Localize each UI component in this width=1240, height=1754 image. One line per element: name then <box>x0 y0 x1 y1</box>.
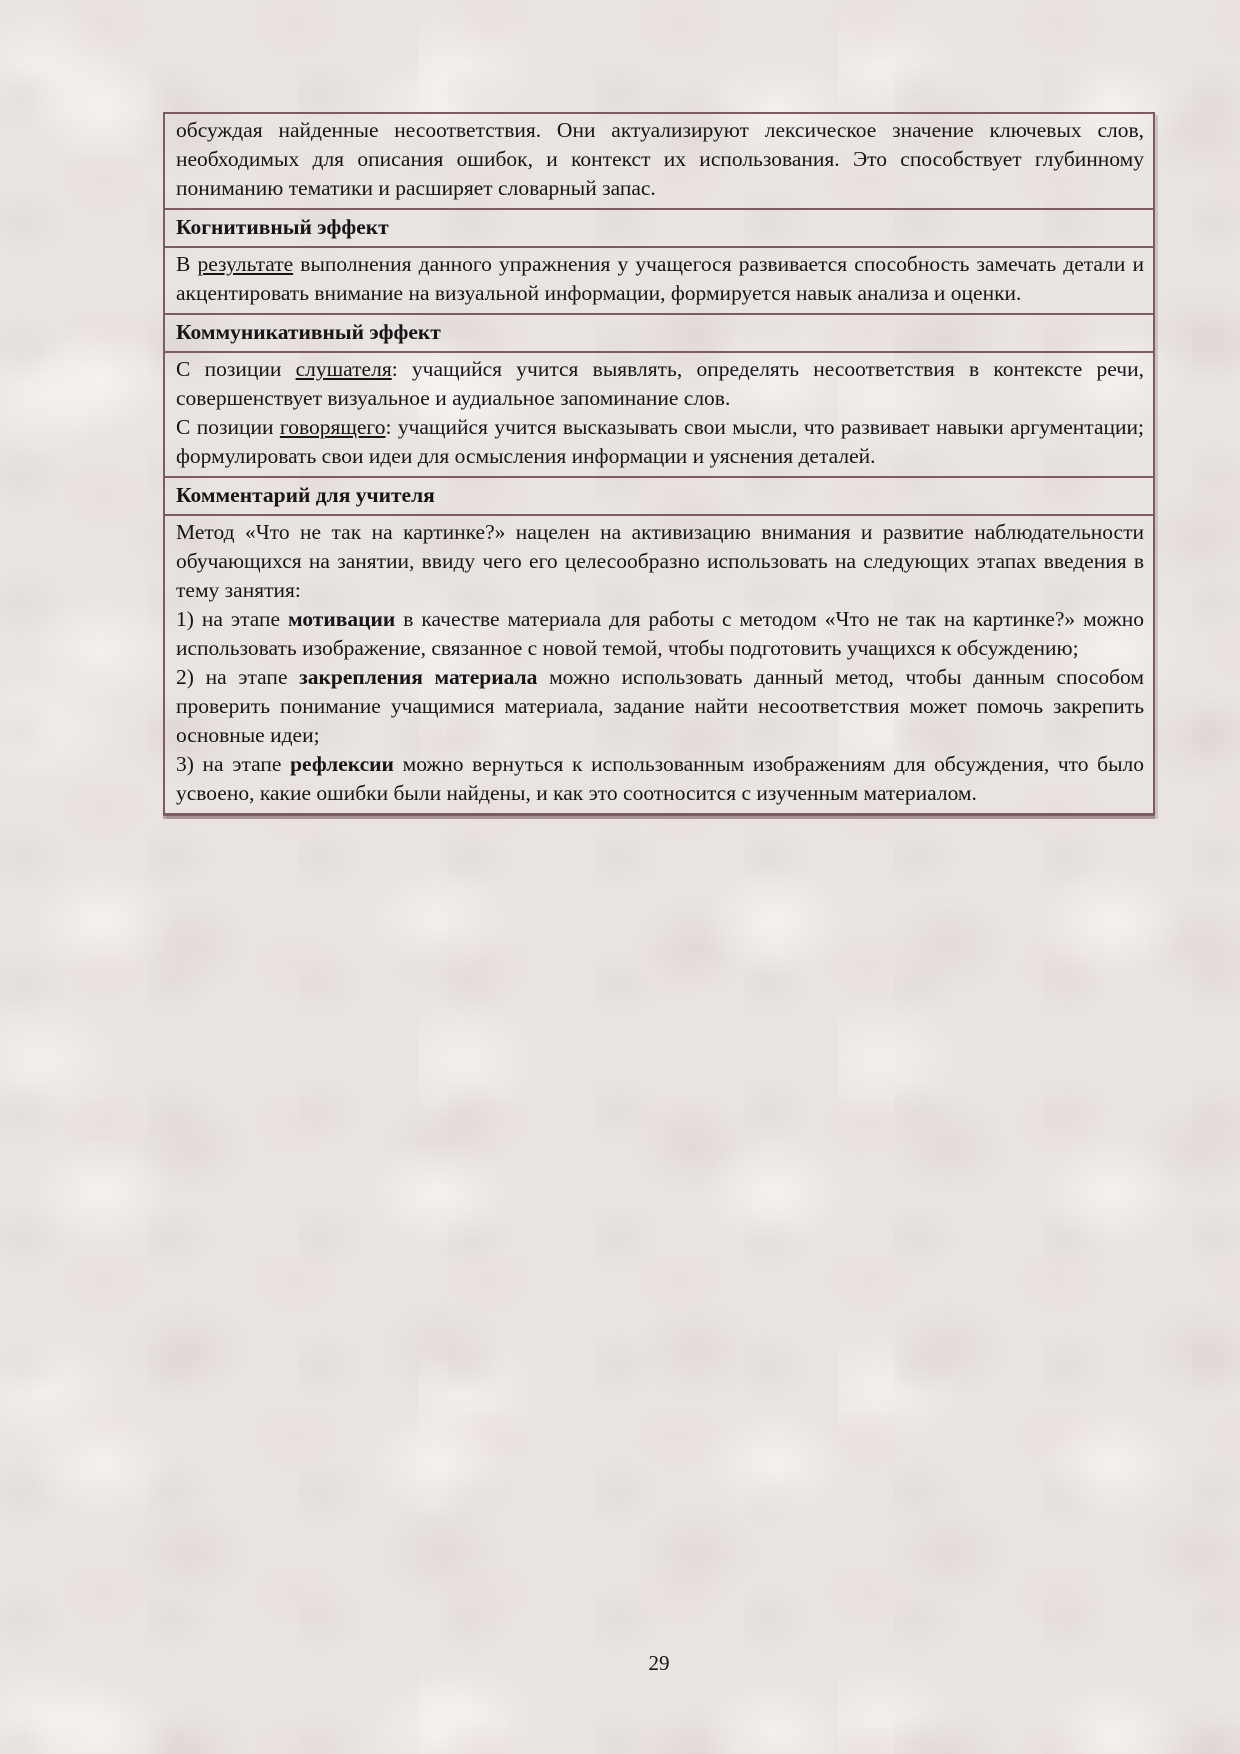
row-cognitive-effect-text: В результате выполнения данного упражнения у учащегося развивается способность замечать детали и акцентировать внимание на визуальной информации, формируется навык анализа и оценки. <box>165 246 1153 313</box>
method-description-table <box>163 112 1155 816</box>
row-teacher-comment-text: Метод «Что не так на картинке?» нацелен на активизацию внимания и развитие наблюдательности обучающихся на занятии, ввиду чего его целесообразно использовать на следующих этапах введения в тему занятия: 1) на этапе мотивации в качестве материала для работы с методом «Что не так на картинке?» можно использовать изображение, связанное с новой темой, чтобы подготовить учащихся к обсуждению; 2) на этапе закрепления материала можно использовать данный метод, чтобы данным способом проверить понимание учащимися материала, задание найти несоответствия может помочь закрепить основные идеи; 3) на этапе рефлексии можно вернуться к использованным изображениям для обсуждения, что было усвоено, какие ошибки были найдены, и как это соотносится с изученным материалом. <box>165 514 1153 813</box>
row-cognitive-effect-header: Когнитивный эффект <box>165 208 1153 246</box>
row-teacher-comment-header: Комментарий для учителя <box>165 476 1153 514</box>
row-lexical-effect-continued: обсуждая найденные несоответствия. Они актуализируют лексическое значение ключевых слов, необходимых для описания ошибок, и контекст их использования. Это способствует глубинному пониманию тематики и расширяет словарный запас. <box>176 118 1144 200</box>
row-communicative-effect-text: С позиции слушателя: учащийся учится выявлять, определять несоответствия в контексте речи, совершенствует визуальное и аудиальное запоминание слов. С позиции говорящего: учащийся учится высказывать свои мысли, что развивает навыки аргументации; формулировать свои идеи для осмысления информации и уяснения деталей. <box>165 351 1153 476</box>
row-communicative-effect-header: Коммуникативный эффект <box>165 313 1153 351</box>
page-number: 29 <box>648 1651 670 1675</box>
